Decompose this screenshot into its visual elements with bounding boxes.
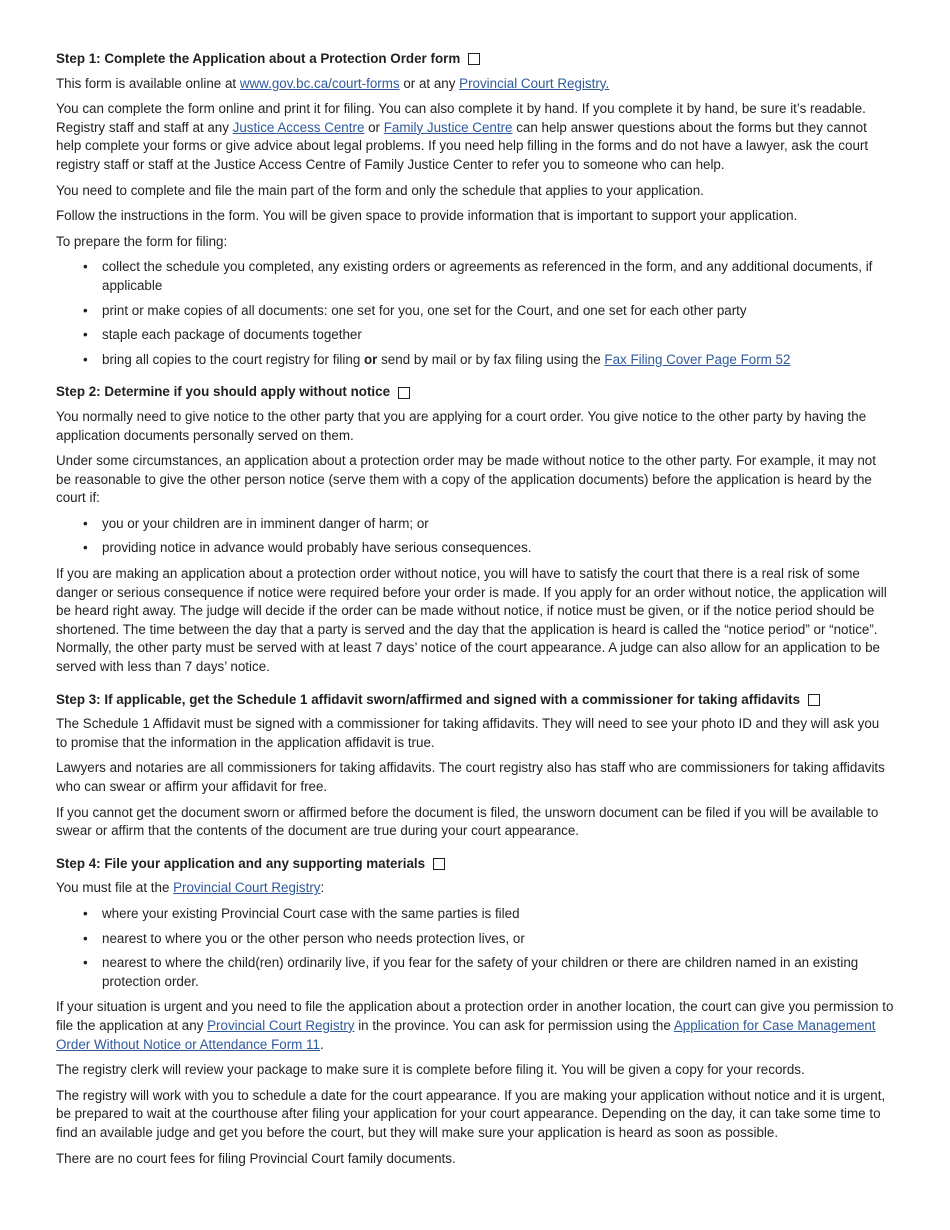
- text: can help answer questions about the forms but they cannot help complete your forms or give advice about legal problems. If you need help filling in the forms and do not have a lawyer, ask the court registry staff or staff at the Justice Access Centre of Family Justice Center to refer you to someone who can help.: [56, 119, 869, 172]
- text: or at any: [399, 75, 460, 91]
- step-3-heading-text: Step 3: If applicable, get the Schedule 1 affidavit sworn/affirmed and signed with a commissioner for taking affidavits: [56, 691, 801, 707]
- step-4-paragraph-5: There are no court fees for filing Provincial Court family documents.: [56, 1150, 456, 1166]
- text: bring all copies to the court registry for filing: [102, 351, 364, 367]
- step-4-paragraph-3: The registry clerk will review your package to make sure it is complete before filing it. You will be given a copy for your records.: [56, 1062, 805, 1078]
- step-4-paragraph-4: The registry will work with you to schedule a date for the court appearance. If you are making your application without notice and it is urgent, be prepared to wait at the courthouse after filing your application for your court appearance. Depending on the day, it can take some time to find an available judge and get you before the court, but they will make sure your application is heard as soon as possible.: [56, 1087, 886, 1140]
- step-4-bullet-list: [56, 905, 894, 991]
- step-3-paragraph-2: Lawyers and notaries are all commissioners for taking affidavits. The court registry also has staff who are commissioners for taking affidavits who can swear or affirm your affidavit for free.: [56, 760, 885, 794]
- step-2-checkbox[interactable]: [398, 387, 410, 399]
- text: or: [364, 119, 384, 135]
- step-2-paragraph-3: If you are making an application about a protection order without notice, you will have to satisfy the court that there is a real risk of some danger or serious consequence if notice were required before your order is made. If you apply for an order without notice, the application will be heard right away. The judge will decide if the order can be made without notice, if notice must be given, or if the notice period should be shortened. The time between the day that a party is served and the day that the application is heard is called the “notice period” or “notice”. Normally, the other party must be served with at least 7 days’ notice of the court appearance. A judge can also allow for an application to be served with less than 7 days’ notice.: [56, 566, 887, 675]
- step-2-paragraph-2: Under some circumstances, an application about a protection order may be made without notice to the other party. For example, it may not be reasonable to give the other person notice (serve them with a copy of the application documents) before the application is heard by the court if:: [56, 453, 876, 506]
- step-1-section: [56, 50, 894, 369]
- step-4-heading: [56, 855, 894, 874]
- step-1-paragraph-4: Follow the instructions in the form. You will be given space to provide information that is important to support your application.: [56, 208, 798, 224]
- list-item: • collect the schedule you completed, any existing orders or agreements as referenced in the form, and any additional documents, if applicable: [56, 258, 894, 295]
- step-1-paragraph-3: You need to complete and file the main part of the form and only the schedule that applies to your application.: [56, 182, 704, 198]
- step-2-section: [56, 383, 894, 676]
- step-4-paragraph-1: [56, 879, 894, 898]
- step-3-section: [56, 691, 894, 841]
- list-item: • you or your children are in imminent danger of harm; or: [56, 515, 894, 534]
- step-4-checkbox[interactable]: [433, 858, 445, 870]
- text: send by mail or by fax filing using the: [377, 351, 605, 367]
- step-3-checkbox[interactable]: [808, 694, 820, 706]
- form-11-link[interactable]: Application for Case Management Order Without Notice or Attendance Form 11: [56, 1017, 876, 1052]
- fax-filing-form-52-link[interactable]: Fax Filing Cover Page Form 52: [604, 351, 791, 367]
- provincial-court-registry-link[interactable]: Provincial Court Registry: [207, 1017, 355, 1033]
- justice-access-centre-link[interactable]: Justice Access Centre: [232, 119, 365, 135]
- list-item: • where your existing Provincial Court case with the same parties is filed: [56, 905, 894, 924]
- provincial-court-registry-link[interactable]: Provincial Court Registry.: [459, 75, 610, 91]
- step-3-paragraph-1: The Schedule 1 Affidavit must be signed with a commissioner for taking affidavits. They will need to see your photo ID and they will ask you to promise that the information in the application affidavit is true.: [56, 716, 880, 750]
- step-4-section: [56, 855, 894, 1168]
- step-1-heading-text: Step 1: Complete the Application about a Protection Order form: [56, 51, 461, 66]
- step-2-bullet-list: [56, 515, 894, 558]
- text: You can complete the form online and print it for filing. You can also complete it by hand. If you complete it by hand, be sure it’s readable. Registry staff and staff at any: [56, 101, 866, 135]
- list-item: • nearest to where the child(ren) ordinarily live, if you fear for the safety of your children or there are children named in an existing protection order.: [56, 954, 894, 991]
- family-justice-centre-link[interactable]: Family Justice Centre: [383, 119, 513, 135]
- step-1-paragraph-5: To prepare the form for filing:: [56, 233, 228, 249]
- step-1-checkbox[interactable]: [468, 53, 480, 65]
- step-1-bullet-list: [56, 258, 894, 369]
- bold-text: or: [363, 351, 378, 367]
- list-item: • print or make copies of all documents: one set for you, one set for the Court, and one set for each other party: [56, 302, 894, 321]
- list-item: • providing notice in advance would probably have serious consequences.: [56, 539, 894, 558]
- text: in the province. You can ask for permission using the: [354, 1017, 674, 1033]
- list-item: • staple each package of documents together: [56, 326, 894, 345]
- step-3-paragraph-3: If you cannot get the document sworn or affirmed before the document is filed, the unsworn document can be filed if you will be available to swear or affirm that the contents of the document are true during your court appearance.: [56, 804, 879, 839]
- text: This form is available online at: [56, 75, 240, 91]
- step-2-heading: [56, 383, 894, 402]
- list-item: [56, 351, 894, 370]
- step-4-heading-text: Step 4: File your application and any supporting materials: [56, 855, 426, 871]
- step-3-heading: [56, 691, 894, 710]
- step-2-heading-text: Step 2: Determine if you should apply without notice: [56, 384, 391, 400]
- text: :: [320, 880, 325, 896]
- text: If your situation is urgent and you need to file the application about a protection order in another location, the court can give you permission to file the application at any: [56, 999, 894, 1033]
- provincial-court-registry-link[interactable]: Provincial Court Registry: [173, 880, 321, 896]
- text: .: [319, 1036, 324, 1052]
- text: You must file at the: [56, 880, 174, 896]
- step-1-help-paragraph: [56, 100, 894, 174]
- step-2-paragraph-1: You normally need to give notice to the other party that you are applying for a court order. You give notice to the other party by having the application documents personally served on them.: [56, 408, 867, 443]
- step-1-heading: [56, 50, 894, 69]
- list-item: • nearest to where you or the other person who needs protection lives, or: [56, 930, 894, 949]
- step-4-paragraph-2: [56, 998, 894, 1054]
- court-forms-link[interactable]: www.gov.bc.ca/court-forms: [239, 75, 400, 91]
- step-1-online-paragraph: [56, 75, 894, 94]
